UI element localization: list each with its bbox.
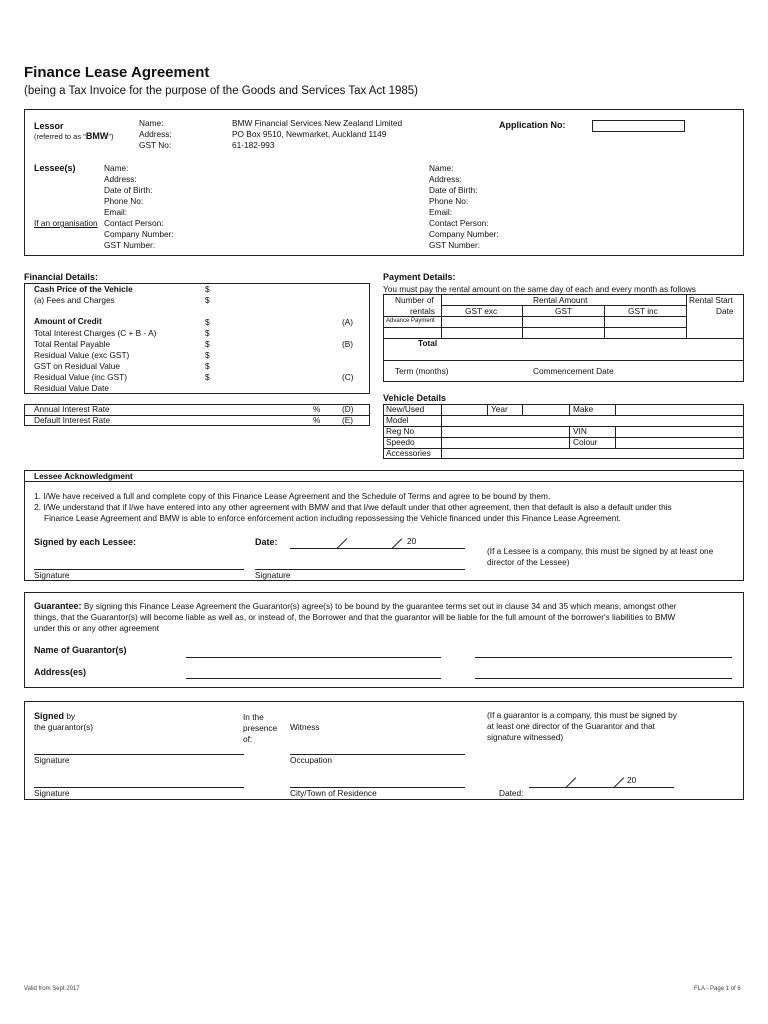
amount-of-credit-label: Amount of Credit xyxy=(34,316,102,326)
payment-heading: Payment Details: xyxy=(383,272,456,282)
signed-by-guarantor-label-2: the guarantor(s) xyxy=(34,722,94,732)
guarantor-address-label: Address(es) xyxy=(34,667,87,677)
code-b: (B) xyxy=(342,339,354,349)
lessee-2-signature-label: Signature xyxy=(255,570,291,580)
in-presence-of-label: In the presence of: xyxy=(243,712,278,744)
annual-interest-label: Annual Interest Rate xyxy=(34,404,110,414)
guarantor-1-name-line[interactable] xyxy=(186,657,441,658)
model-label: Model xyxy=(386,415,409,425)
code-a: (A) xyxy=(342,317,354,327)
lessee-company-note-2: director of the Lessee) xyxy=(487,557,570,567)
lessee-2-fields: Name: Address: Date of Birth: Phone No: Email: Contact Person: Company Number: GST Number: xyxy=(429,163,499,250)
vehicle-heading: Vehicle Details xyxy=(383,393,447,403)
accessories-label: Accessories xyxy=(386,448,431,458)
code-e: (E) xyxy=(342,415,354,425)
signed-by-lessee-label: Signed by each Lessee: xyxy=(34,537,137,547)
if-organisation-label: If an organisation xyxy=(34,218,98,228)
dated-label: Dated: xyxy=(499,788,524,798)
col-number: Number of xyxy=(395,295,434,305)
guarantor-1-signature-label: Signature xyxy=(34,755,70,765)
payment-note: You must pay the rental amount on the same day of each and every month as follows xyxy=(383,284,696,294)
term-label: Term (months) xyxy=(395,366,449,376)
financial-heading: Financial Details: xyxy=(24,272,99,282)
acknowledgment-section xyxy=(24,470,744,581)
lessee-1-fields: Name: Address: Date of Birth: Phone No: Email: Contact Person: Company Number: GST Number: xyxy=(104,163,174,250)
witness-label: Witness xyxy=(290,722,320,732)
lessor-values: BMW Financial Services New Zealand Limited PO Box 9510, Newmarket, Auckland 1149 61-182-993 xyxy=(232,118,403,150)
occupation-label: Occupation xyxy=(290,755,332,765)
guarantor-company-note: (If a guarantor is a company, this must be signed by at least one director of the Guarantor and that signature witnessed) xyxy=(487,710,677,742)
lessee-date-label: Date: xyxy=(255,537,278,547)
guarantee-text-3: under this or any other agreement xyxy=(34,623,159,633)
guarantor-date-line[interactable] xyxy=(529,787,674,788)
acknowledgment-heading: Lessee Acknowledgment xyxy=(34,471,133,481)
lessee-company-note-1: (If a Lessee is a company, this must be signed by at least one xyxy=(487,546,714,556)
acknowledgment-item-1: 1. I/We have received a full and complete copy of this Finance Lease Agreement and the Schedule of Terms and agree to be bound by them. xyxy=(34,491,551,501)
colour-label: Colour xyxy=(573,437,598,447)
lessee-1-signature-label: Signature xyxy=(34,570,70,580)
make-label: Make xyxy=(573,404,594,414)
lessee-date-line[interactable] xyxy=(290,548,465,549)
guarantor-1-address-line[interactable] xyxy=(186,678,441,679)
application-no-label: Application No: xyxy=(499,120,566,130)
code-d: (D) xyxy=(342,404,354,414)
percent-d: % xyxy=(313,404,321,414)
guarantor-name-label: Name of Guarantor(s) xyxy=(34,645,127,655)
vin-label: VIN xyxy=(573,426,587,436)
page-subtitle: (being a Tax Invoice for the purpose of the Goods and Services Tax Act 1985) xyxy=(24,85,419,97)
col-rentals: rentals xyxy=(410,306,435,316)
speedo-label: Speedo xyxy=(386,437,415,447)
guarantor-year-prefix: 20 xyxy=(627,775,637,785)
footer-valid: Valid from Sept 2017 xyxy=(24,986,80,992)
lessee-heading: Lessee(s) xyxy=(34,163,76,173)
application-no-field[interactable] xyxy=(592,120,685,132)
lessor-heading: Lessor xyxy=(34,121,64,131)
col-rental-amount: Rental Amount xyxy=(533,295,588,305)
new-used-label: New/Used xyxy=(386,404,425,414)
advance-payment-label: Advance Payment xyxy=(386,318,435,324)
lessee-year-prefix: 20 xyxy=(407,536,417,546)
lessor-labels: Name: Address: GST No: xyxy=(139,118,172,150)
city-label: City/Town of Residence xyxy=(290,788,377,798)
page-title: Finance Lease Agreement xyxy=(24,64,210,81)
guarantee-text-1: Guarantee: By signing this Finance Lease Agreement the Guarantor(s) agree(s) to be bound by the guarantee terms set out in clause 34 and 35 which means, amongst other xyxy=(34,601,677,611)
currency-column: $ $ $ $ $ $ $ $ xyxy=(205,284,210,382)
year-label: Year xyxy=(491,404,508,414)
acknowledgment-item-2: 2. I/We understand that if I/we have entered into any other agreement with BMW and that I/we default under that other agreement, then that default is also a default under this xyxy=(34,502,672,512)
col-gst-inc: GST inc xyxy=(628,306,658,316)
financial-rows-labels: Total Interest Charges (C + B - A) Total Rental Payable Residual Value (exc GST) GST on Residual Value Residual Value (inc GST) Residual Value Date xyxy=(34,328,157,393)
lessor-referred-note: (referred to as "BMW") xyxy=(34,131,114,141)
footer-page: FLA - Page 1 of 6 xyxy=(694,986,741,992)
signed-by-guarantor-label: Signed by xyxy=(34,711,76,721)
percent-e: % xyxy=(313,415,321,425)
reg-no-label: Reg No xyxy=(386,426,415,436)
guarantee-text-2: things, that the Guarantor(s) will become liable as well as, or instead of, the Borrower and that the guarantor will be liable for the full amount of the borrower's liabilities to BMW xyxy=(34,612,676,622)
fees-label: (a) Fees and Charges xyxy=(34,295,115,305)
vehicle-table xyxy=(383,404,744,459)
guarantor-2-signature-label: Signature xyxy=(34,788,70,798)
guarantor-2-name-line[interactable] xyxy=(475,657,732,658)
total-label: Total xyxy=(418,338,438,348)
acknowledgment-item-2-cont: Finance Lease Agreement and BMW is able to enforce enforcement action including repossessing the Vehicle financed under this Finance Lease Agreement. xyxy=(44,513,621,523)
col-gst: GST xyxy=(555,306,573,316)
cash-price-label: Cash Price of the Vehicle xyxy=(34,284,133,294)
commencement-label: Commencement Date xyxy=(533,366,614,376)
code-c: (C) xyxy=(342,372,354,382)
guarantor-2-address-line[interactable] xyxy=(475,678,732,679)
default-interest-label: Default Interest Rate xyxy=(34,415,111,425)
col-gst-exc: GST exc xyxy=(465,306,498,316)
col-rental-start: Rental Start xyxy=(689,295,733,305)
col-date: Date xyxy=(716,306,734,316)
